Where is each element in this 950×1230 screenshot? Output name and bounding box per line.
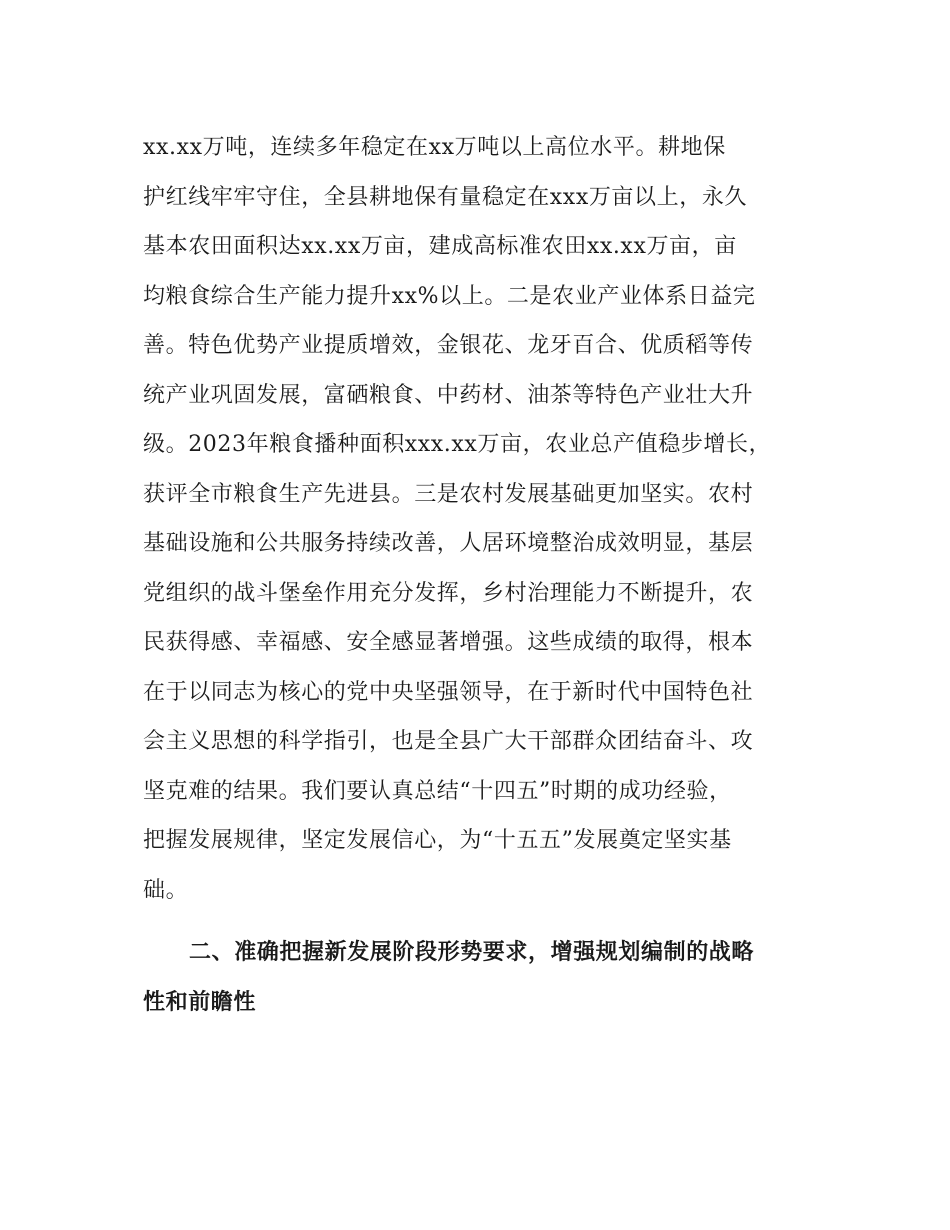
paragraph-line: 础。 bbox=[143, 877, 189, 903]
paragraph-line: 善。特色优势产业提质增效，金银花、龙牙百合、优质稻等传 bbox=[143, 333, 754, 358]
paragraph-line: 坚克难的结果。我们要认真总结“十四五”时期的成功经验， bbox=[143, 778, 732, 804]
section-heading-line: 二、准确把握新发展阶段形势要求，增强规划编制的战略 bbox=[189, 940, 755, 965]
section-heading bbox=[143, 928, 823, 1027]
paragraph-line: 党组织的战斗堡垒作用充分发挥，乡村治理能力不断提升，农 bbox=[143, 580, 754, 606]
body-paragraph bbox=[143, 123, 813, 915]
paragraph-line: 级。2023年粮食播种面积xxx.xx万亩，农业总产值稳步增长， bbox=[143, 432, 772, 457]
paragraph-line: 护红线牢牢守住，全县耕地保有量稳定在xxx万亩以上，永久 bbox=[143, 184, 748, 210]
paragraph-line: 基础设施和公共服务持续改善，人居环境整治成效明显，基层 bbox=[143, 531, 754, 556]
paragraph-line: 均粮食综合生产能力提升xx%以上。二是农业产业体系日益完 bbox=[143, 283, 756, 309]
paragraph-line: 统产业巩固发展，富硒粮食、中药材、油茶等特色产业壮大升 bbox=[143, 382, 754, 408]
section-heading-line: 性和前瞻性 bbox=[143, 989, 257, 1015]
paragraph-line: 会主义思想的科学指引，也是全县广大干部群众团结奋斗、攻 bbox=[143, 729, 754, 754]
paragraph-line: 基本农田面积达xx.xx万亩，建成高标准农田xx.xx万亩，亩 bbox=[143, 234, 737, 259]
paragraph-line: 获评全市粮食生产先进县。三是农村发展基础更加坚实。农村 bbox=[143, 481, 754, 507]
paragraph-line: 在于以同志为核心的党中央坚强领导，在于新时代中国特色社 bbox=[143, 679, 754, 705]
paragraph-line: 把握发展规律，坚定发展信心，为“十五五”发展奠定坚实基 bbox=[143, 828, 732, 853]
paragraph-line: 民获得感、幸福感、安全感显著增强。这些成绩的取得，根本 bbox=[143, 630, 754, 655]
paragraph-line: xx.xx万吨，连续多年稳定在xx万吨以上高位水平。耕地保 bbox=[143, 135, 726, 160]
